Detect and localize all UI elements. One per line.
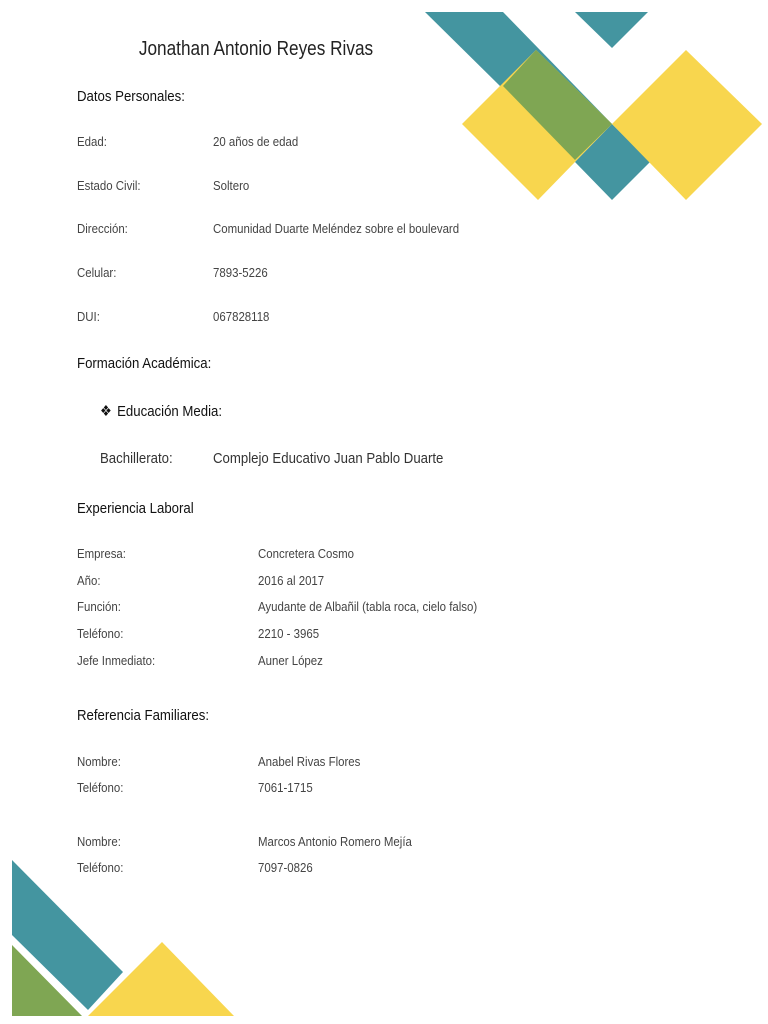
row-value: Complejo Educativo Juan Pablo Duarte <box>213 450 444 467</box>
row-value: Concretera Cosmo <box>258 546 355 561</box>
row-label: Nombre: <box>77 834 121 849</box>
row-label: Jefe Inmediato: <box>77 653 156 668</box>
row-value: Ayudante de Albañil (tabla roca, cielo falso) <box>258 599 478 614</box>
row-label: Teléfono: <box>77 626 124 641</box>
row-label: Nombre: <box>77 754 121 769</box>
row-label: Estado Civil: <box>77 178 141 193</box>
section-heading-education: Formación Académica: <box>77 355 212 372</box>
page-title: Jonathan Antonio Reyes Rivas <box>138 38 374 60</box>
subheading-text: Educación Media: <box>117 403 223 420</box>
row-label: Empresa: <box>77 546 126 561</box>
row-label: DUI: <box>77 309 100 324</box>
row-value: Comunidad Duarte Meléndez sobre el boulevard <box>213 221 460 236</box>
row-label: Teléfono: <box>77 780 124 795</box>
section-heading-personal: Datos Personales: <box>77 88 185 105</box>
row-value: 7893-5226 <box>213 265 268 280</box>
education-subheading <box>100 402 222 420</box>
teal-triangle-shape <box>575 12 648 48</box>
diamond-bullet-icon: ❖ <box>100 403 112 420</box>
row-label: Función: <box>77 599 121 614</box>
row-value: 067828118 <box>213 309 270 324</box>
decorative-shapes-top <box>420 0 768 210</box>
row-value: Marcos Antonio Romero Mejía <box>258 834 412 849</box>
row-value: 7097-0826 <box>258 860 313 875</box>
row-value: Auner López <box>258 653 323 668</box>
row-label: Edad: <box>77 134 107 149</box>
section-heading-work: Experiencia Laboral <box>77 500 194 517</box>
row-label: Año: <box>77 573 101 588</box>
row-value: 7061-1715 <box>258 780 313 795</box>
row-label: Teléfono: <box>77 860 124 875</box>
row-label: Celular: <box>77 265 117 280</box>
row-value: Soltero <box>213 178 250 193</box>
row-value: 2016 al 2017 <box>258 573 325 588</box>
row-value: Anabel Rivas Flores <box>258 754 361 769</box>
row-label: Dirección: <box>77 221 128 236</box>
row-label: Bachillerato: <box>100 450 173 467</box>
section-heading-references: Referencia Familiares: <box>77 707 210 724</box>
row-value: 20 años de edad <box>213 134 299 149</box>
decorative-shapes-bottom <box>0 850 240 1024</box>
row-value: 2210 - 3965 <box>258 626 320 641</box>
